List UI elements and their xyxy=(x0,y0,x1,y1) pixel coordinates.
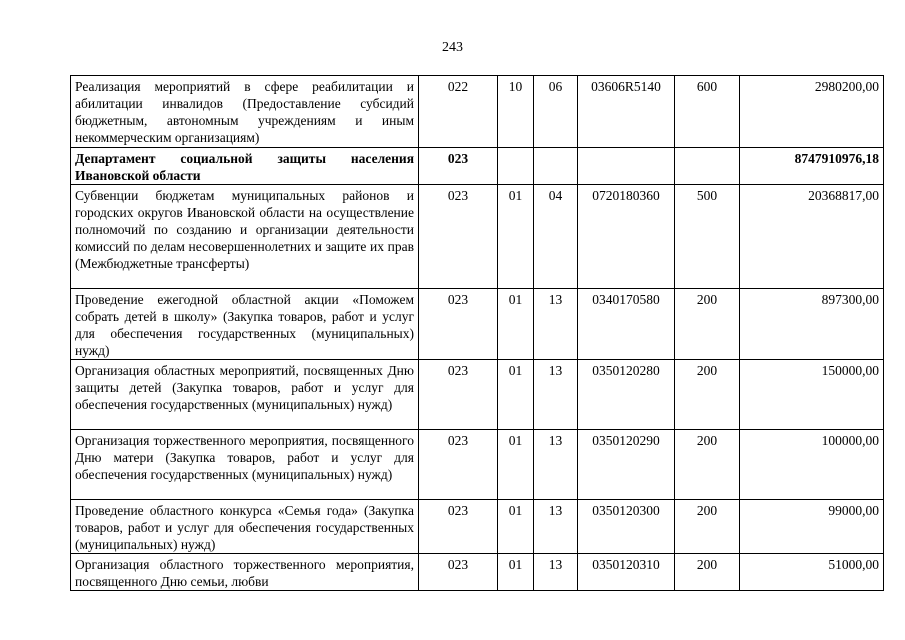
expense-type-code: 200 xyxy=(675,500,740,554)
row-description: Проведение областного конкурса «Семья года» (Закупка товаров, работ и услуг для обеспечения государственных (муниципальных) нужд) xyxy=(71,500,419,554)
section-code xyxy=(498,148,534,185)
subsection-code: 13 xyxy=(534,554,578,591)
ministry-code: 023 xyxy=(419,500,498,554)
expense-type-code: 600 xyxy=(675,76,740,148)
section-code: 01 xyxy=(498,554,534,591)
table-body xyxy=(71,76,884,591)
section-code: 01 xyxy=(498,430,534,500)
target-article-code: 0350120290 xyxy=(578,430,675,500)
section-code: 01 xyxy=(498,289,534,360)
subsection-code: 13 xyxy=(534,289,578,360)
subsection-code: 04 xyxy=(534,185,578,289)
amount-value: 2980200,00 xyxy=(740,76,884,148)
subsection-code: 13 xyxy=(534,500,578,554)
table-row xyxy=(71,76,884,148)
section-code: 01 xyxy=(498,360,534,430)
table-row xyxy=(71,360,884,430)
amount-value: 8747910976,18 xyxy=(740,148,884,185)
expense-type-code xyxy=(675,148,740,185)
page-number: 243 xyxy=(442,40,463,55)
section-code: 10 xyxy=(498,76,534,148)
row-description: Субвенции бюджетам муниципальных районов и городских округов Ивановской области на осуществление полномочий по созданию и организации деятельности комиссий по делам несовершеннолетних и защите их прав (Межбюджетные трансферты) xyxy=(71,185,419,289)
target-article-code: 0350120280 xyxy=(578,360,675,430)
row-description: Организация областных мероприятий, посвященных Дню защиты детей (Закупка товаров, работ и услуг для обеспечения государственных (муниципальных) нужд) xyxy=(71,360,419,430)
subsection-code: 13 xyxy=(534,430,578,500)
ministry-code: 023 xyxy=(419,185,498,289)
row-description: Организация областного торжественного мероприятия, посвященного Дню семьи, любви xyxy=(71,554,419,591)
target-article-code: 0340170580 xyxy=(578,289,675,360)
expense-type-code: 200 xyxy=(675,289,740,360)
table-row xyxy=(71,554,884,591)
table-row xyxy=(71,430,884,500)
target-article-code xyxy=(578,148,675,185)
row-description: Организация торжественного мероприятия, посвященного Дню матери (Закупка товаров, работ и услуг для обеспечения государственных (муниципальных) нужд) xyxy=(71,430,419,500)
ministry-code: 023 xyxy=(419,148,498,185)
target-article-code: 0350120310 xyxy=(578,554,675,591)
table-row xyxy=(71,500,884,554)
subsection-code: 06 xyxy=(534,76,578,148)
amount-value: 150000,00 xyxy=(740,360,884,430)
row-description: Проведение ежегодной областной акции «Поможем собрать детей в школу» (Закупка товаров, работ и услуг для обеспечения государственных (муниципальных) нужд) xyxy=(71,289,419,360)
amount-value: 20368817,00 xyxy=(740,185,884,289)
table-row xyxy=(71,185,884,289)
amount-value: 897300,00 xyxy=(740,289,884,360)
table-row-department xyxy=(71,148,884,185)
amount-value: 51000,00 xyxy=(740,554,884,591)
ministry-code: 023 xyxy=(419,289,498,360)
ministry-code: 023 xyxy=(419,430,498,500)
target-article-code: 03606R5140 xyxy=(578,76,675,148)
ministry-code: 023 xyxy=(419,360,498,430)
amount-value: 99000,00 xyxy=(740,500,884,554)
section-code: 01 xyxy=(498,500,534,554)
table-row xyxy=(71,289,884,360)
row-description: Департамент социальной защиты населения Ивановской области xyxy=(71,148,419,185)
subsection-code xyxy=(534,148,578,185)
target-article-code: 0350120300 xyxy=(578,500,675,554)
ministry-code: 023 xyxy=(419,554,498,591)
expense-type-code: 200 xyxy=(675,430,740,500)
expense-type-code: 200 xyxy=(675,554,740,591)
row-description: Реализация мероприятий в сфере реабилитации и абилитации инвалидов (Предоставление субсидий бюджетным, автономным учреждениям и иным некоммерческим организациям) xyxy=(71,76,419,148)
budget-table xyxy=(70,75,884,591)
section-code: 01 xyxy=(498,185,534,289)
expense-type-code: 500 xyxy=(675,185,740,289)
expense-type-code: 200 xyxy=(675,360,740,430)
ministry-code: 022 xyxy=(419,76,498,148)
subsection-code: 13 xyxy=(534,360,578,430)
target-article-code: 0720180360 xyxy=(578,185,675,289)
amount-value: 100000,00 xyxy=(740,430,884,500)
